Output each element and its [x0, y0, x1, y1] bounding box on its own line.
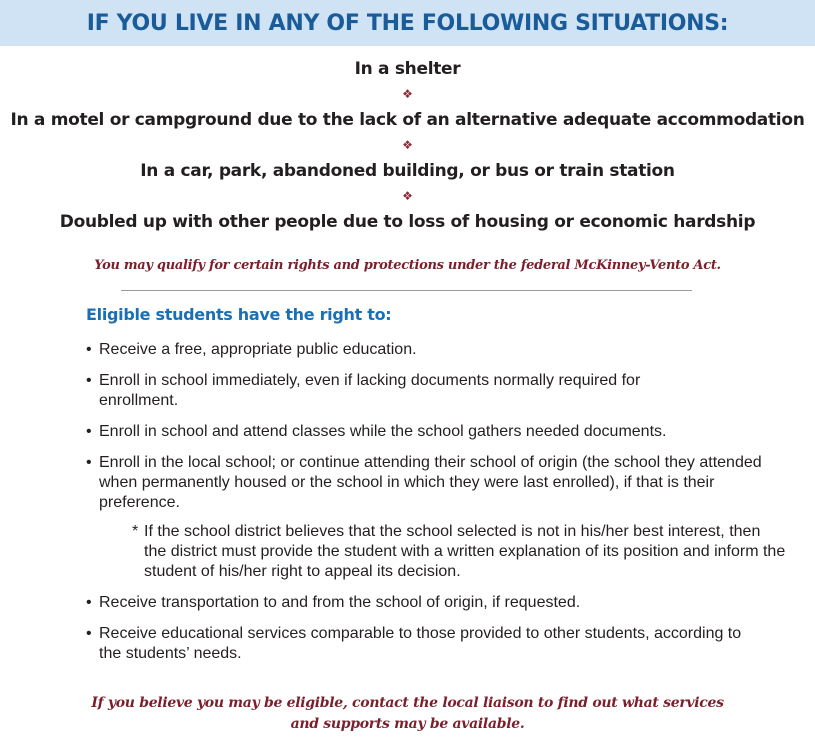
- list-item: [86, 453, 786, 513]
- title-banner: [0, 0, 815, 46]
- bullet-icon: •: [86, 594, 92, 611]
- situation-item: In a motel or campground due to the lack of an alternative adequate accommodation: [10, 110, 805, 130]
- sub-note-text: If the school district believes that the school selected is not in his/her best interest, then the district must provide the student with a written explanation of its position and inform the student of his/her right to appeal its decision.: [144, 523, 786, 580]
- list-item: [86, 340, 786, 360]
- diamond-separator-icon: ❖: [402, 138, 413, 152]
- diamond-separator-icon: ❖: [402, 189, 413, 203]
- rights-heading: Eligible students have the right to:: [86, 305, 392, 324]
- list-item-text: Receive transportation to and from the school of origin, if requested.: [99, 594, 581, 611]
- bullet-icon: •: [86, 372, 92, 389]
- rights-list: [86, 340, 786, 675]
- situation-item: In a shelter: [354, 59, 461, 79]
- page-title: IF YOU LIVE IN ANY OF THE FOLLOWING SITUATIONS:: [86, 10, 729, 36]
- diamond-separator-icon: ❖: [402, 87, 413, 101]
- bullet-icon: •: [86, 341, 92, 358]
- situation-item: Doubled up with other people due to loss of housing or economic hardship: [59, 212, 756, 232]
- situation-item: In a car, park, abandoned building, or bus or train station: [140, 161, 675, 181]
- list-item: [86, 371, 786, 411]
- list-item-text: Enroll in the local school; or continue attending their school of origin (the school they attended when permanently housed or the school in which they were last enrolled), if that is their preference.: [99, 454, 762, 511]
- bullet-icon: •: [86, 423, 92, 440]
- list-item-text: Enroll in school immediately, even if lacking documents normally required for enrollment.: [99, 372, 641, 409]
- list-item: [86, 624, 786, 664]
- list-item: [86, 593, 786, 613]
- footer-note: [0, 693, 815, 735]
- list-item-text: Receive educational services comparable to those provided to other students, according to the students’ needs.: [99, 625, 742, 662]
- bullet-icon: •: [86, 625, 92, 642]
- bullet-icon: •: [86, 454, 92, 471]
- asterisk-icon: *: [132, 523, 139, 540]
- list-item-text: Receive a free, appropriate public education.: [99, 341, 417, 358]
- footer-line-2: and supports may be available.: [290, 716, 525, 732]
- qualify-note: You may qualify for certain rights and protections under the federal McKinney-Vento Act.: [94, 258, 721, 273]
- divider: [121, 290, 692, 291]
- list-item-text: Enroll in school and attend classes while the school gathers needed documents.: [99, 423, 667, 440]
- sub-note: [86, 522, 786, 582]
- situations-list: [0, 57, 815, 234]
- footer-line-1: If you believe you may be eligible, contact the local liaison to find out what services: [91, 695, 724, 711]
- list-item: [86, 422, 786, 442]
